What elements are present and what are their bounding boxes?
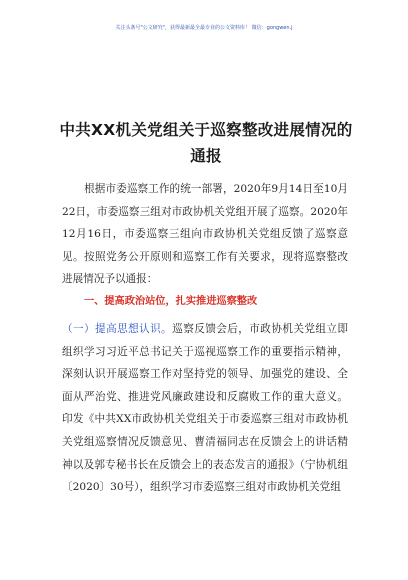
header-notice: 关注头条号"公文研究"，获得最新最全最专业的公文资料库！ 微信：gongwen.j [115,25,293,31]
subsection-paragraph-1 [62,318,348,499]
section-heading-1: 一、提高政治站位，扎实推进巡察整改 [84,296,258,307]
intro-paragraph-text: 根据市委巡察工作的统一部署，2020年9月14日至10月22日，市委巡察三组对市政协机关党组开展了巡察。2020年12月16日，市委巡察三组向市政协机关党组反馈了巡察意见。按照党务公开原则和巡察工作有关要求，现将巡察整改进展情况予以通报： [62,183,348,286]
document-title: 中共XX机关党组关于巡察整改进展情况的通报 [59,121,353,165]
subsection-text-1: 巡察反馈会后，市政协机关党组立即组织学习习近平总书记关于巡视巡察工作的重要指示精神，深刻认识开展巡察工作对坚持党的领导、加强党的建设、全面从严治党、推进党风廉政建设和反腐败工作的重大意义。印发《中共XX市政协机关党组关于市委巡察三组对市政协机关党组巡察情况反馈意见、曹清福同志在反馈会上的讲话精神以及郭专秘书长在反馈会上的表态发言的通报》（宁协机组〔2020〕30号），组织学习市委巡察三组对市政协机关党组 [62,323,349,494]
intro-paragraph [62,178,348,291]
subsection-heading-1: （一）提高思想认识。 [62,323,173,335]
